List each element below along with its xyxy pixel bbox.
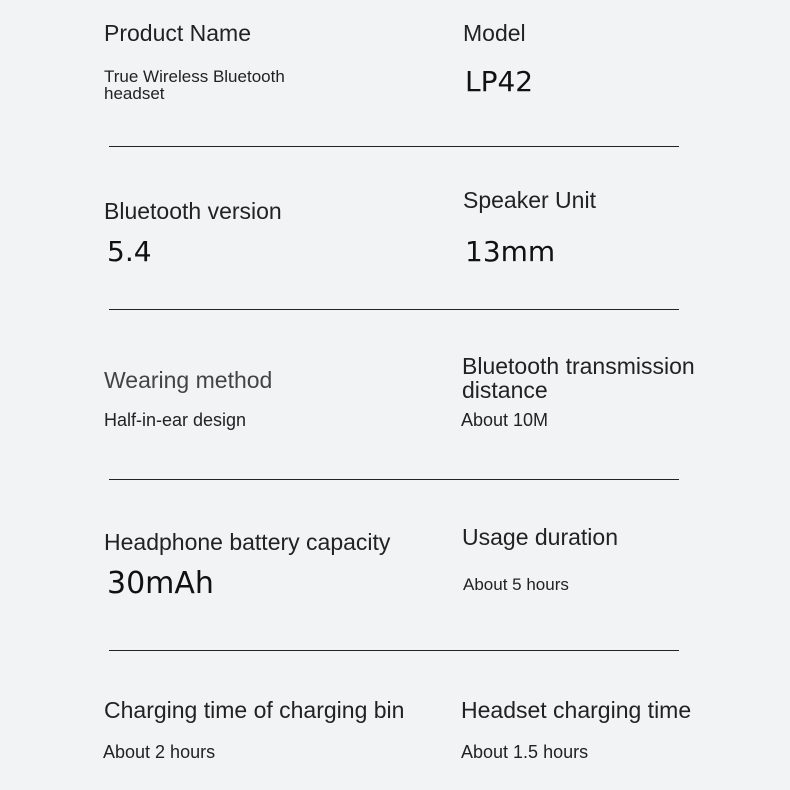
spec-label: Usage duration (462, 524, 618, 550)
spec-value: LP42 (465, 65, 534, 98)
divider (109, 650, 679, 651)
spec-label: Bluetooth version (104, 198, 282, 224)
spec-value: About 2 hours (103, 742, 216, 762)
spec-label: Model (463, 20, 526, 46)
spec-label: distance (462, 377, 548, 403)
divider (109, 146, 679, 147)
spec-value: About 10M (461, 410, 549, 430)
spec-value: 5.4 (107, 235, 152, 268)
spec-value: True Wireless Bluetooth (104, 67, 285, 86)
spec-value: About 5 hours (463, 575, 569, 594)
spec-label: Headset charging time (461, 697, 692, 723)
divider (109, 309, 679, 310)
spec-label: Wearing method (104, 367, 273, 393)
spec-label: Headphone battery capacity (104, 529, 391, 555)
spec-value: 13mm (465, 235, 556, 268)
spec-label: Speaker Unit (463, 187, 596, 213)
divider (109, 479, 679, 480)
spec-label: Bluetooth transmission (462, 353, 695, 379)
spec-value: 30mAh (107, 566, 214, 601)
spec-label: Charging time of charging bin (104, 697, 405, 723)
spec-value: About 1.5 hours (461, 742, 589, 762)
spec-value: Half-in-ear design (104, 410, 247, 430)
spec-label: Product Name (104, 20, 252, 46)
spec-value: headset (104, 84, 165, 103)
